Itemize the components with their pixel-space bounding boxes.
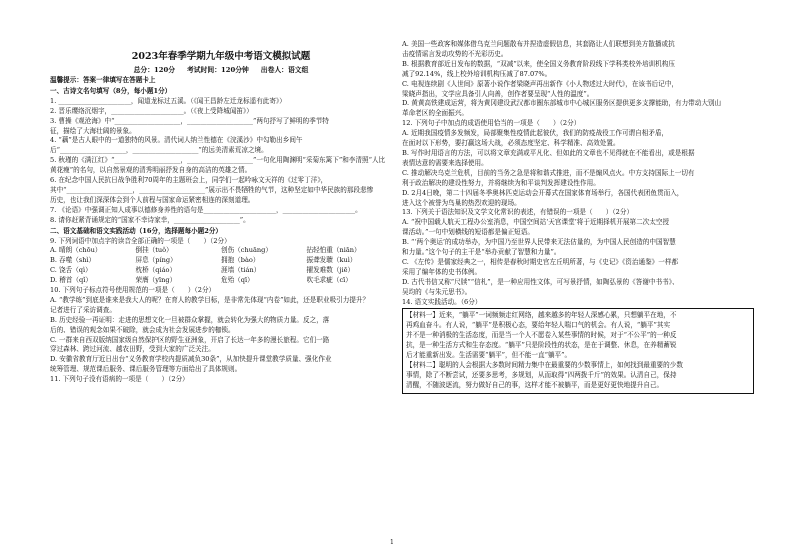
question-line: 历史，也让我们深深体会到个人前程与国家命运紧密相连的深刻道理。 xyxy=(50,195,255,204)
question-line: C. 推动解决乌克兰危机，目前的当务之急是将和谐式推进，而不是煽风点火。中方支持国际上一切有 xyxy=(402,168,695,177)
option-item: B. 吞噬（shì） xyxy=(50,256,96,265)
question-line: 4. “藕”是古人眼中的一道独特的风景。清代词人纳兰性德在《浣溪沙》中勾勒出乡间午 xyxy=(50,136,303,145)
question-line: B. 写作时用语言的方法，可以将文章充满或平凡化、但如此的文章也不见得就在不能看出，或是根据 xyxy=(402,148,695,157)
exam-time: 考试时间：120分钟 xyxy=(187,66,249,74)
section-heading: 一、古诗文名句填写（8分，每小题1分） xyxy=(50,86,172,95)
question-line: 10. 下列句子标点符号使用规范的一项是（ ）（2分） xyxy=(50,286,216,295)
material-line: 【材料一】近来，“躺平”一词频频走红网络，越来越多的年轻人深感心累，只想躺平在地，不 xyxy=(406,311,677,320)
question-line: B. 历史经验一再证明：走进的思想文化一旦被群众掌握，就会转化为强大的物质力量。反之，落 xyxy=(50,315,330,324)
question-line: 记者进行了采访调查。 xyxy=(50,305,116,314)
question-line: 12. 下列句子中加点的成语使用恰当的一项是（ ）（2分） xyxy=(402,119,581,128)
question-line: C. 电视连续剧《人世间》原著小说作者梁晓声再出新作《小人物述过大时代》，在该书后记中， xyxy=(402,79,679,88)
option-item: 拥抱（bào） xyxy=(221,256,260,265)
option-item: 涯墙（tián） xyxy=(221,266,261,275)
option-item: 倒挂（tuǒ） xyxy=(135,246,173,255)
question-line: 采用了编年体的史书体例。 xyxy=(402,267,482,276)
option-row xyxy=(50,276,392,286)
material-line: 抗，是一种生活方式和生存态度。“躺平”只是阶段性的状态，是在于调整、休息，在养精蓄锐 xyxy=(406,341,677,350)
option-item: C. 饶舌（qì） xyxy=(50,266,92,275)
question-line: 9. 下列词语中加点字的读音全部正确的一项是（ ）（2分） xyxy=(50,236,231,245)
question-line: 6. 在纪念中国人民抗日战争胜利70周年的主题班会上，同学们一起吟咏文天祥的《过零丁洋》， xyxy=(50,176,328,185)
question-line: 1. ______________________，闻道龙标过五溪。（《闻王昌龄左迁龙标遥有此寄》） xyxy=(50,96,286,105)
left-column xyxy=(50,76,392,385)
question-line: 征，描绘了大海壮阔的景象。 xyxy=(50,126,136,135)
question-line: 其中“____________________，____________________”展示出不畏牺牲的气节，这种坚定如中华民族的那段悲惨 xyxy=(50,185,374,194)
question-line: 11. 下列句子没有语病的一项是（ ）（2分） xyxy=(50,375,189,384)
question-line: D. 2月4日晚，第二十四届冬季奥林匹克运动会开幕式在国家体育场举行，各国代表团鱼贯而入， xyxy=(402,188,684,197)
option-row xyxy=(50,246,392,256)
question-line: 14. 语文实践活动。（6分） xyxy=(402,297,482,306)
option-item: 拈轻怕重（niān） xyxy=(306,246,361,255)
question-line: 课活动。”一句中划横线的短语都是偏正短语。 xyxy=(402,228,534,237)
option-item: 荣膺（yīng） xyxy=(135,276,177,285)
exam-title: 2023年春季学期九年级中考语文模拟试题 xyxy=(131,51,311,62)
question-line: B. 根据教育部近日发布的数据，“双减”以来，使全国义务教育阶段线下学科类校外培训机构压 xyxy=(402,59,675,68)
question-line: 穿过森林、跨过河流、越农田野，受到大家的广泛关注。 xyxy=(50,345,215,354)
question-line: 减了92.14%，线上校外培训机构压减了87.07%。 xyxy=(402,69,552,78)
question-line: 革命老区的全面振兴。 xyxy=(402,109,468,118)
option-item: 吹毛求疵（cī） xyxy=(306,276,352,285)
question-line: B. “‘两个奥运’的成功举办，为中国乃至世界人民带来无法估量的，为中国人民创造的中国智慧 xyxy=(402,238,676,247)
option-item: 屏息（píng） xyxy=(135,256,177,265)
option-item: 擢发难数（jiē） xyxy=(306,266,355,275)
question-line: D. 古代书信又称“尺牍”“信札”，是一种应用性文体，可写景抒情，如陶弘景的《答谢中书书》、 xyxy=(402,277,679,286)
material-line: 清醒，不随波逐流，努力做好自己的事，这样才能不被躺平，而是更好更快地提升自己。 xyxy=(406,380,664,389)
option-item: 创伤（chuāng） xyxy=(221,246,272,255)
material-line: 并不是一种消极的生活态度，而是当一个人不愿卷入某些事情的时候，对于“不公平”的一种反 xyxy=(406,331,677,340)
option-item: A. 晴朗（chōu） xyxy=(50,246,102,255)
question-line: 和力量。”这个句子的主干是“举办贡献了智慧和力量”。 xyxy=(402,248,561,257)
page-number: 1 xyxy=(390,539,394,546)
section-heading: 二、语文基础和语文实践活动（16分，选择题每小题2分） xyxy=(50,226,223,235)
question-line: 在面对以下形势，要打赢这场大战，必须态度坚定、科学精准、高效处置。 xyxy=(402,139,620,148)
question-line: 利于政治解决的建设性努力，并将继续为和平谈判发挥建设性作用。 xyxy=(402,178,600,187)
material-box xyxy=(402,308,754,393)
question-line: 吴均的《与朱元思书》。 xyxy=(402,287,472,296)
question-line: 梁晓声指出，文学应具备引人向善，创作者要呈现“人性的温度”。 xyxy=(402,89,594,98)
question-line: 表情达意的需要来选择使用。 xyxy=(402,158,488,167)
exam-author: 出卷人：语文组 xyxy=(260,66,309,74)
question-line: C. 一群来自西双版纳国家级自然保护区的野生亚洲象，开启了长达一年多的漫长旅程。它们一路 xyxy=(50,335,330,344)
question-line: 7. 《论语》中强调正知人成事以德修身养性的语句是______________________，______________________。 xyxy=(50,205,362,214)
option-item: D. 稽首（qǐ） xyxy=(50,276,92,285)
question-line: 3. 曹操《观沧海》中“____________________，____________________”两句抒写了鲜明的季节特 xyxy=(50,116,329,125)
notice-text: 温馨提示：答案一律填写在答题卡上 xyxy=(50,76,156,84)
question-line: 2. 晋乐缨络沉烟宇，______________________。（《夜上受降城闻笛》） xyxy=(50,106,253,115)
question-line: 5. 秋瑾的《满江红》“____________________，____________________”一句化用陶渊明“采菊东篱下”和李清照“人比 xyxy=(50,156,386,165)
question-line: 黄花瘦”的名句，以自然景观的清秀明丽抒发自身的高洁的英雄之情。 xyxy=(50,166,252,175)
option-row xyxy=(50,266,392,276)
material-line: 后才能重新出发。生活需要“躺平”，但不能一直“躺平”。 xyxy=(406,351,572,360)
question-line: 进入这个被誉为鸟巢的热烈欢迎的现场。 xyxy=(402,198,521,207)
question-line: A. 近期我国疫情多发频发，局部聚集性疫情此起彼伏，我们的防疫战役工作可谓自相矛盾， xyxy=(402,129,669,138)
material-line: 再鸡血奋斗。有人说，“躺平”是积极心态，要给年轻人喘口气的机会。有人说，“躺平”其实 xyxy=(406,321,671,330)
question-line: D. 安徽省教育厅近日出台“义务教育学校内提质减负30条”，从加快提升课堂教学质量、强化作业 xyxy=(50,355,332,364)
option-item: 枕桥（qiáo） xyxy=(135,266,177,275)
material-line: 【材料二】聪明的人会根据大多数时间精力集中在最重要的少数事情上，如何找到最重要的少数 xyxy=(406,361,683,369)
question-line: 13. 下列关于语法知识及文学文化常识的表述，有错误的一项是（ ）（2分） xyxy=(402,208,634,217)
question-line: A. “祝中国载人航天工程办公室消息，中国空间站‘天宫课堂’将于近期择机开展第二次太空授 xyxy=(402,218,670,227)
right-column xyxy=(402,40,754,394)
total-score: 总分：120分 xyxy=(133,66,176,74)
option-item: 危殆（qī） xyxy=(221,276,254,285)
question-line: A. 美国一些政客和媒体借乌克兰问题散布并捏造虚假信息，其套路让人们联想到美方散播或抗 xyxy=(402,40,675,48)
question-line: 后“____________________，____________________”的远美清素荒凉之境。 xyxy=(50,146,268,155)
question-line: A. “教学练”到底是谁来是我大人的呢？在育人的教学目标，是非常先体现“内卷”如此，还是职业吸引力提升？ xyxy=(50,295,370,304)
option-row xyxy=(50,256,392,266)
question-line: 8. 请你赶紧背诵规定的“国家不幸诗家幸，____________________”。 xyxy=(50,215,250,224)
question-line: 统筹管理、规范课后服务、课后服务管理等方面给出了具体规则。 xyxy=(50,365,242,374)
material-line: 事情，除了不断尝试，还要多思考，多规划，从而取得“四两拨千斤”的效果。认清自己，保持 xyxy=(406,370,677,379)
exam-meta xyxy=(60,64,382,74)
question-line: 后的、错误的观念如果不破除，就会成为社会发展进步的枷锁。 xyxy=(50,325,235,334)
question-line: 击疫情谣言发动攻势的不光彩历史。 xyxy=(402,49,508,58)
option-item: 振聋发聩（kuì） xyxy=(306,256,357,265)
question-line: C. 《左传》是儒家经典之一，相传是春秋时期史官左丘明所著，与《史记》《资治通鉴》一样都 xyxy=(402,257,679,266)
question-line: D. 黄黄高铁建成运营，将为黄冈建设武汉都市圈东部城市中心城区服务区提供更多支撑能助，有力带动大别山 xyxy=(402,99,722,108)
